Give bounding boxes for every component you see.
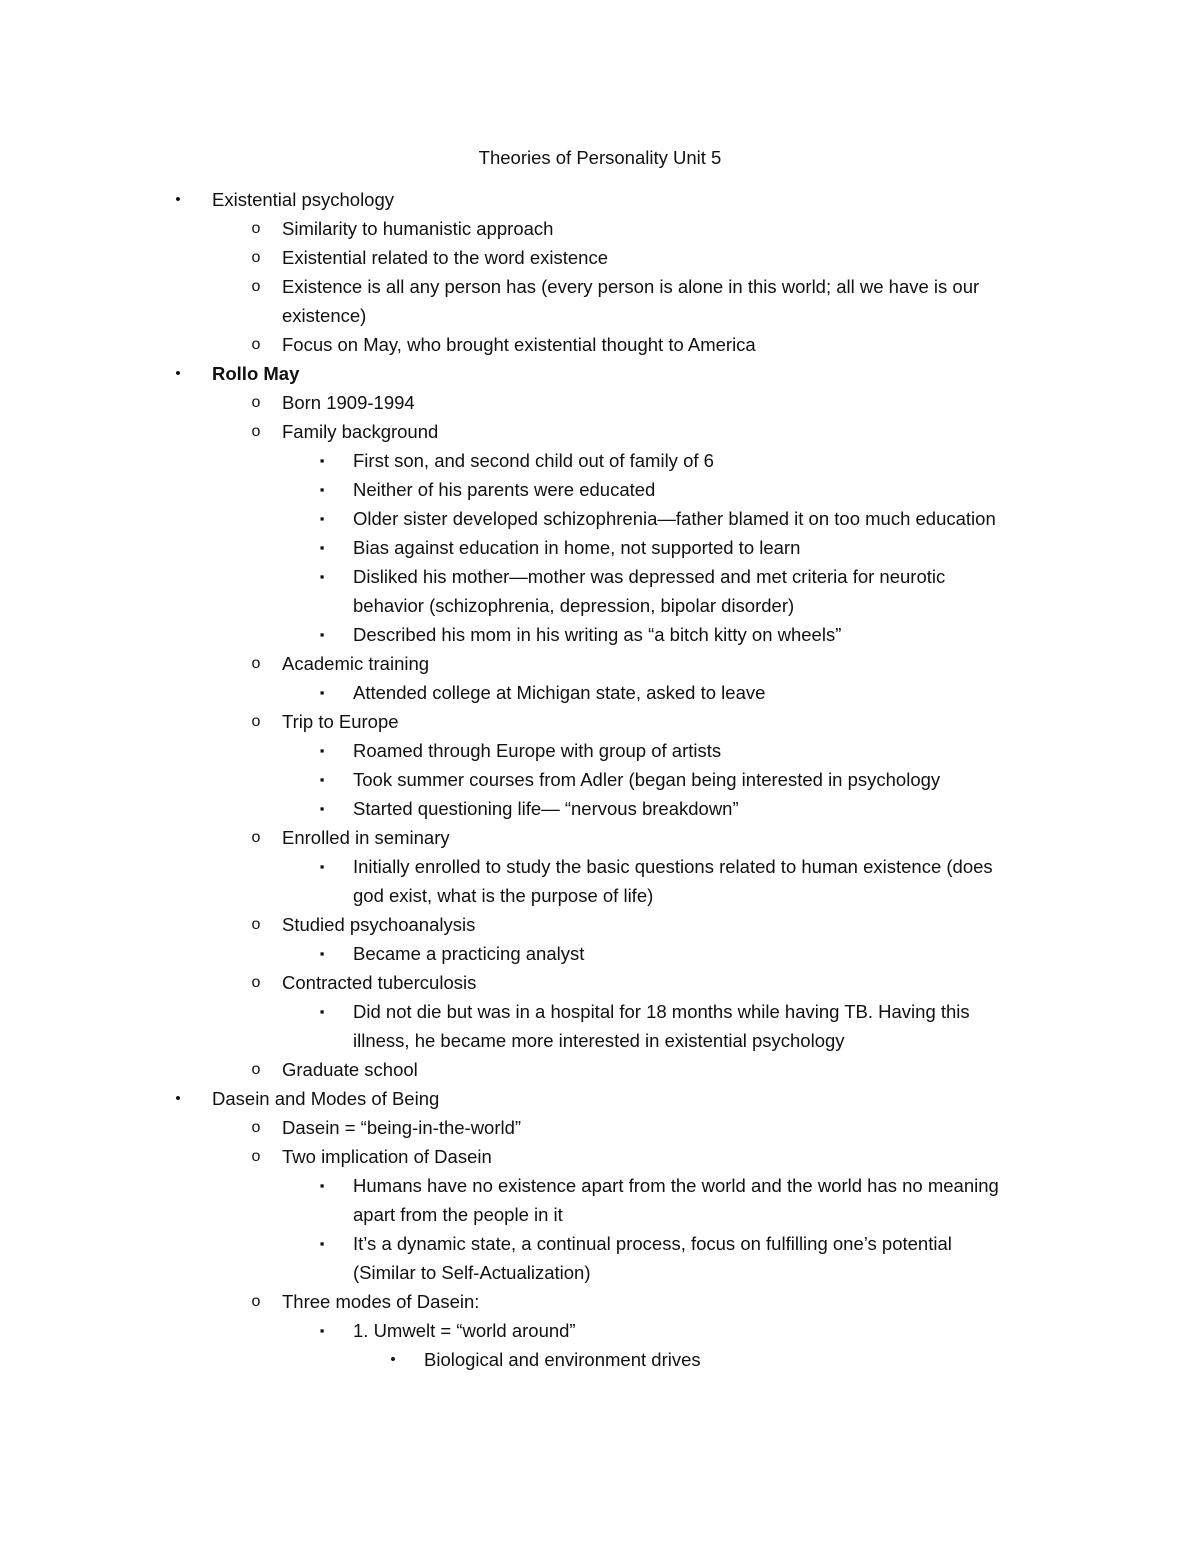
disc-bullet-icon: • — [175, 191, 181, 208]
list-item-level-2 — [0, 794, 1200, 823]
list-item-level-2 — [0, 533, 1200, 562]
document-title: Theories of Personality Unit 5 — [478, 147, 722, 168]
square-bullet-icon: ▪ — [319, 1323, 325, 1338]
list-item-text: Rollo May — [212, 363, 300, 384]
square-bullet-icon: ▪ — [319, 627, 325, 642]
list-item-level-2 — [0, 475, 1200, 504]
list-item-text: Initially enrolled to study the basic questions related to human existence (does — [353, 856, 993, 877]
list-item-level-2 — [0, 504, 1200, 533]
square-bullet-icon: ▪ — [319, 1178, 325, 1193]
list-item-text: Graduate school — [282, 1059, 418, 1080]
square-bullet-icon: ▪ — [319, 569, 325, 584]
square-bullet-icon: ▪ — [319, 1004, 325, 1019]
list-item-level-1 — [0, 272, 1200, 301]
list-item-text: Became a practicing analyst — [353, 943, 585, 964]
circle-bullet-icon: o — [251, 1293, 261, 1310]
disc-bullet-icon: • — [175, 365, 181, 382]
list-item-continuation — [0, 881, 1200, 910]
circle-bullet-icon: o — [251, 336, 261, 353]
list-item-text: Disliked his mother—mother was depressed and met criteria for neurotic — [353, 566, 946, 587]
list-item-text: Described his mom in his writing as “a bitch kitty on wheels” — [353, 624, 842, 645]
disc-bullet-icon: • — [175, 1090, 181, 1107]
list-item-text: (Similar to Self-Actualization) — [353, 1262, 591, 1283]
square-bullet-icon: ▪ — [319, 946, 325, 961]
square-bullet-icon: ▪ — [319, 685, 325, 700]
list-item-text: Biological and environment drives — [424, 1349, 701, 1370]
circle-bullet-icon: o — [251, 394, 261, 411]
list-item-text: illness, he became more interested in existential psychology — [353, 1030, 845, 1051]
square-bullet-icon: ▪ — [319, 540, 325, 555]
list-item-text: Took summer courses from Adler (began being interested in psychology — [353, 769, 941, 790]
list-item-level-1 — [0, 910, 1200, 939]
list-item-text: Academic training — [282, 653, 430, 674]
list-item-level-3 — [0, 1345, 1200, 1374]
square-bullet-icon: ▪ — [319, 772, 325, 787]
list-item-text: Existential related to the word existence — [282, 247, 608, 268]
list-item-level-2 — [0, 562, 1200, 591]
list-item-level-1 — [0, 649, 1200, 678]
circle-bullet-icon: o — [251, 249, 261, 266]
square-bullet-icon: ▪ — [319, 743, 325, 758]
list-item-level-2 — [0, 1171, 1200, 1200]
circle-bullet-icon: o — [251, 278, 261, 295]
list-item-text: Humans have no existence apart from the world and the world has no meaning — [353, 1175, 999, 1196]
list-item-continuation — [0, 591, 1200, 620]
circle-bullet-icon: o — [251, 1148, 261, 1165]
circle-bullet-icon: o — [251, 916, 261, 933]
list-item-level-1 — [0, 214, 1200, 243]
list-item-text: Contracted tuberculosis — [282, 972, 477, 993]
list-item-text: First son, and second child out of family of 6 — [353, 450, 714, 471]
list-item-level-2 — [0, 620, 1200, 649]
circle-bullet-icon: o — [251, 974, 261, 991]
list-item-text: Bias against education in home, not supported to learn — [353, 537, 801, 558]
circle-bullet-icon: o — [251, 829, 261, 846]
list-item-text: Roamed through Europe with group of artists — [353, 740, 722, 761]
outline-list — [0, 185, 1200, 1374]
list-item-text: Family background — [282, 421, 439, 442]
list-item-continuation — [0, 1200, 1200, 1229]
square-bullet-icon: ▪ — [319, 859, 325, 874]
list-item-level-2 — [0, 1316, 1200, 1345]
square-bullet-icon: ▪ — [319, 801, 325, 816]
list-item-text: Born 1909-1994 — [282, 392, 415, 413]
circle-bullet-icon: o — [251, 220, 261, 237]
list-item-text: Dasein and Modes of Being — [212, 1088, 440, 1109]
list-item-text: It’s a dynamic state, a continual process, focus on fulfilling one’s potential — [353, 1233, 952, 1254]
list-item-level-1 — [0, 243, 1200, 272]
list-item-level-2 — [0, 736, 1200, 765]
list-item-continuation — [0, 301, 1200, 330]
list-item-level-1 — [0, 707, 1200, 736]
list-item-level-2 — [0, 678, 1200, 707]
circle-bullet-icon: o — [251, 1119, 261, 1136]
list-item-text: 1. Umwelt = “world around” — [353, 1320, 576, 1341]
list-item-text: Similarity to humanistic approach — [282, 218, 554, 239]
list-item-text: Dasein = “being-in-the-world” — [282, 1117, 522, 1138]
list-item-text: existence) — [282, 305, 367, 326]
list-item-level-1 — [0, 388, 1200, 417]
list-item-text: god exist, what is the purpose of life) — [353, 885, 654, 906]
list-item-text: apart from the people in it — [353, 1204, 563, 1225]
list-item-level-0 — [0, 359, 1200, 388]
circle-bullet-icon: o — [251, 713, 261, 730]
list-item-text: Started questioning life— “nervous breakdown” — [353, 798, 739, 819]
square-bullet-icon: ▪ — [319, 453, 325, 468]
list-item-text: behavior (schizophrenia, depression, bipolar disorder) — [353, 595, 795, 616]
list-item-text: Older sister developed schizophrenia—father blamed it on too much education — [353, 508, 996, 529]
list-item-continuation — [0, 1026, 1200, 1055]
list-item-text: Existential psychology — [212, 189, 395, 210]
list-item-text: Trip to Europe — [282, 711, 399, 732]
square-bullet-icon: ▪ — [319, 511, 325, 526]
list-item-text: Attended college at Michigan state, asked to leave — [353, 682, 766, 703]
square-bullet-icon: ▪ — [319, 1236, 325, 1251]
list-item-text: Studied psychoanalysis — [282, 914, 476, 935]
list-item-level-0 — [0, 1084, 1200, 1113]
list-item-continuation — [0, 1258, 1200, 1287]
disc-bullet-icon: • — [390, 1351, 396, 1368]
list-item-level-0 — [0, 185, 1200, 214]
list-item-level-2 — [0, 446, 1200, 475]
list-item-level-1 — [0, 1055, 1200, 1084]
list-item-level-1 — [0, 330, 1200, 359]
list-item-level-2 — [0, 939, 1200, 968]
circle-bullet-icon: o — [251, 423, 261, 440]
list-item-text: Existence is all any person has (every person is alone in this world; all we have is our — [282, 276, 980, 297]
list-item-level-1 — [0, 823, 1200, 852]
list-item-level-2 — [0, 1229, 1200, 1258]
list-item-level-1 — [0, 1287, 1200, 1316]
list-item-level-2 — [0, 765, 1200, 794]
circle-bullet-icon: o — [251, 655, 261, 672]
list-item-text: Three modes of Dasein: — [282, 1291, 480, 1312]
list-item-text: Two implication of Dasein — [282, 1146, 492, 1167]
square-bullet-icon: ▪ — [319, 482, 325, 497]
list-item-level-1 — [0, 1142, 1200, 1171]
list-item-level-1 — [0, 1113, 1200, 1142]
list-item-text: Did not die but was in a hospital for 18 months while having TB. Having this — [353, 1001, 970, 1022]
list-item-text: Focus on May, who brought existential thought to America — [282, 334, 756, 355]
list-item-level-1 — [0, 417, 1200, 446]
circle-bullet-icon: o — [251, 1061, 261, 1078]
list-item-level-2 — [0, 997, 1200, 1026]
list-item-text: Neither of his parents were educated — [353, 479, 656, 500]
list-item-level-1 — [0, 968, 1200, 997]
list-item-text: Enrolled in seminary — [282, 827, 450, 848]
list-item-level-2 — [0, 852, 1200, 881]
